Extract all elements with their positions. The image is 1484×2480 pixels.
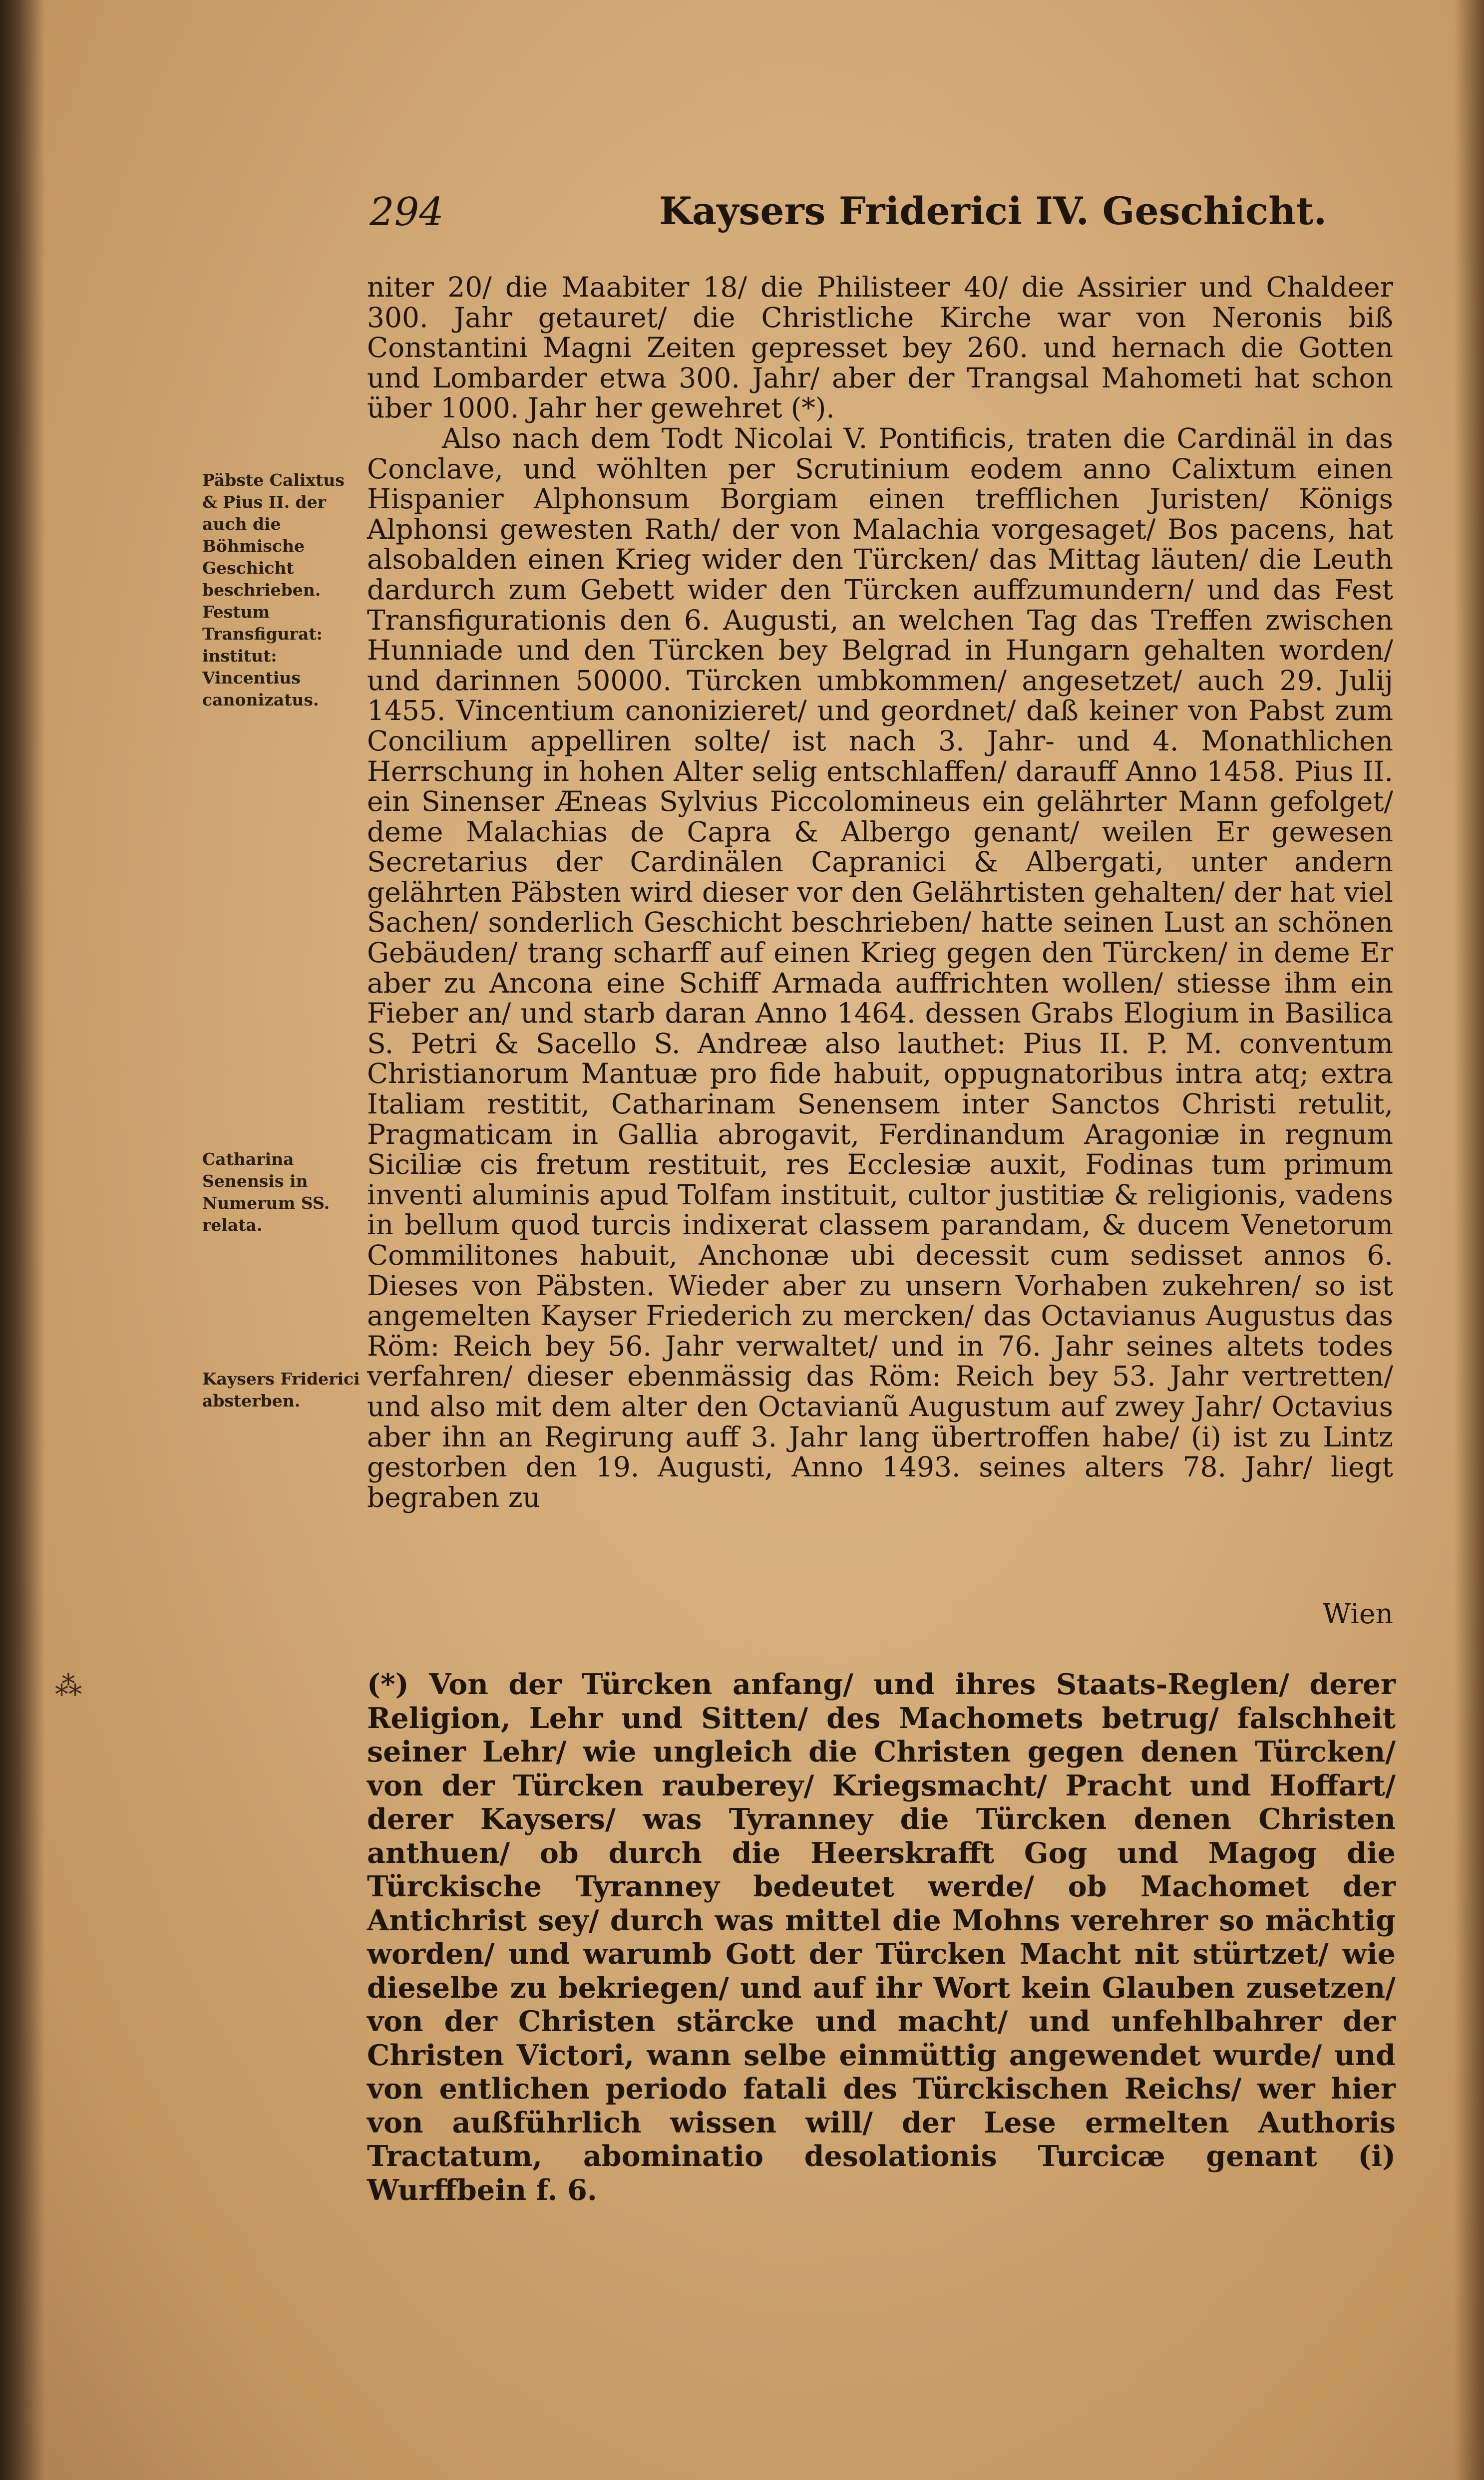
running-head: Kaysers Friderici IV. Geschicht. (659, 189, 1327, 233)
marginal-note-popes: Päbste Calixtus & Pius II. der auch die Böhmische Geschicht beschrieben. Festum Transfigurat: institut: Vincentius canonizatus. (202, 470, 345, 709)
paragraph: Also nach dem Todt Nicolai V. Pontificis, traten die Cardinäl in das Conclave, und wöhlten per Scrutinium eodem anno Calixtum einen Hispanier Alphonsum Borgiam einen trefflichen Juristen/ Königs Alphonsi gewesten Rath/ der von Malachia vorgesaget/ Bos pacens, hat alsobalden einen Krieg wider den Türcken/ das Mittag läuten/ die Leuth dardurch zum Gebett wider den Türcken auffzumundern/ und das Fest Transfigurationis den 6. Augusti, an welchen Tag das Treffen zwischen Hunniade und den Türcken bey Belgrad in Hungarn gehalten worden/ und darinnen 50000. Türcken umbkommen/ angesetzet/ auch 29. Julij 1455. Vincentium canonizieret/ und geordnet/ daß keiner von Pabst zum Concilium appelliren solte/ ist nach 3. Jahr- und 4. Monathlichen Herrschung in hohen Alter selig entschlaffen/ darauff Anno 1458. Pius II. ein Sinenser Æneas Sylvius Piccolomineus ein gelährter Mann gefolget/ deme Malachias de Capra & Albergo genant/ weilen Er gewesen Secretarius der Cardinälen Capranici & Albergati, unter andern gelährten Päbsten wird dieser vor den Gelährtisten gehalten/ der hat viel Sachen/ sonderlich Geschicht beschrieben/ hatte seinen Lust an schönen Gebäuden/ trang scharff auf einen Krieg gegen den Türcken/ in deme Er aber zu Ancona eine Schiff Armada auffrichten wollen/ stiesse ihm ein Fieber an/ und starb daran Anno 1464. dessen Grabs Elogium in Basilica S. Petri & Sacello S. Andreæ also lauthet: Pius II. P. M. conventum Christianorum Mantuæ pro fide habuit, oppugnatoribus intra atq; extra Italiam restitit, Catharinam Senensem inter Sanctos Christi retulit, Pragmaticam in Gallia abrogavit, Ferdinandum Aragoniæ in regnum Siciliæ cis fretum restituit, res Ecclesiæ auxit, Fodinas tum primum inventi aluminis apud Tolfam instituit, cultor justitiæ & religionis, vadens in bellum quod turcis indixerat classem parandam, & ducem Venetorum Commilitones habuit, Anchonæ ubi decessit cum sedisset annos 6. Dieses von Päbsten. Wieder aber zu unsern Vorhaben zukehren/ so ist angemelten Kayser Friederich zu mercken/ das Octavianus Augustus das Röm: Reich bey 56. Jahr verwaltet/ und in 76. Jahr seines altets todes verfahren/ dieser ebenmässig das Röm: Reich bey 53. Jahr vertretten/ und also mit dem alter den Octavianũ Augustum auf zwey Jahr/ Octavius aber ihn an Regirung auff 3. Jahr lang übertroffen habe/ (i) ist zu Lintz gestorben den 19. Augusti, Anno 1493. seines alters 78. Jahr/ liegt begraben zu (367, 422, 1393, 1513)
page-header (370, 185, 1393, 240)
marginal-note-catharina: Catharina Senensis in Numerum SS. relata. (202, 1149, 330, 1235)
main-text (367, 272, 1393, 1512)
paragraph: niter 20/ die Maabiter 18/ die Philisteer 40/ die Assirier und Chaldeer 300. Jahr getauret/ die Christliche Kirche war von Neronis biß Constantini Magni Zeiten gepresset bey 260. und hernach die Gotten und Lombarder etwa 300. Jahr/ aber der Trangsal Mahometi hat schon über 1000. Jahr her gewehret (*). (367, 271, 1393, 424)
footnote: (*) Von der Türcken anfang/ und ihres Staats-Reglen/ derer Religion, Lehr und Sitten/ des Machomets betrug/ falschheit seiner Lehr/ wie ungleich die Christen gegen denen Türcken/ von der Türcken rauberey/ Kriegsmacht/ Pracht und Hoffart/ derer Kaysers/ was Tyranney die Türcken denen Christen anthuen/ ob durch die Heerskrafft Gog und Magog die Türckische Tyranney bedeutet werde/ ob Machomet der Antichrist sey/ durch was mittel die Mohns verehrer so mächtig worden/ und warumb Gott der Türcken Macht nit stürtzet/ wie dieselbe zu bekriegen/ und auf ihr Wort kein Glauben zusetzen/ von der Christen stärcke und macht/ und unfehlbahrer der Christen Victori, wann selbe einmüttig angewendet wurde/ und von entlichen periodo fatali des Türckischen Reichs/ wer hier von außführlich wissen will/ der Lese ermelten Authoris Tractatum, abominatio desolationis Turcicæ genant (i) Wurffbein f. 6. (367, 1668, 1396, 2207)
marginal-note-emperor-death: Kaysers Friderici absterben. (202, 1369, 360, 1411)
page-number: 294 (370, 190, 444, 235)
ornament-mark: ⁂ (55, 1670, 82, 1702)
catchword: Wien (1322, 1598, 1393, 1630)
